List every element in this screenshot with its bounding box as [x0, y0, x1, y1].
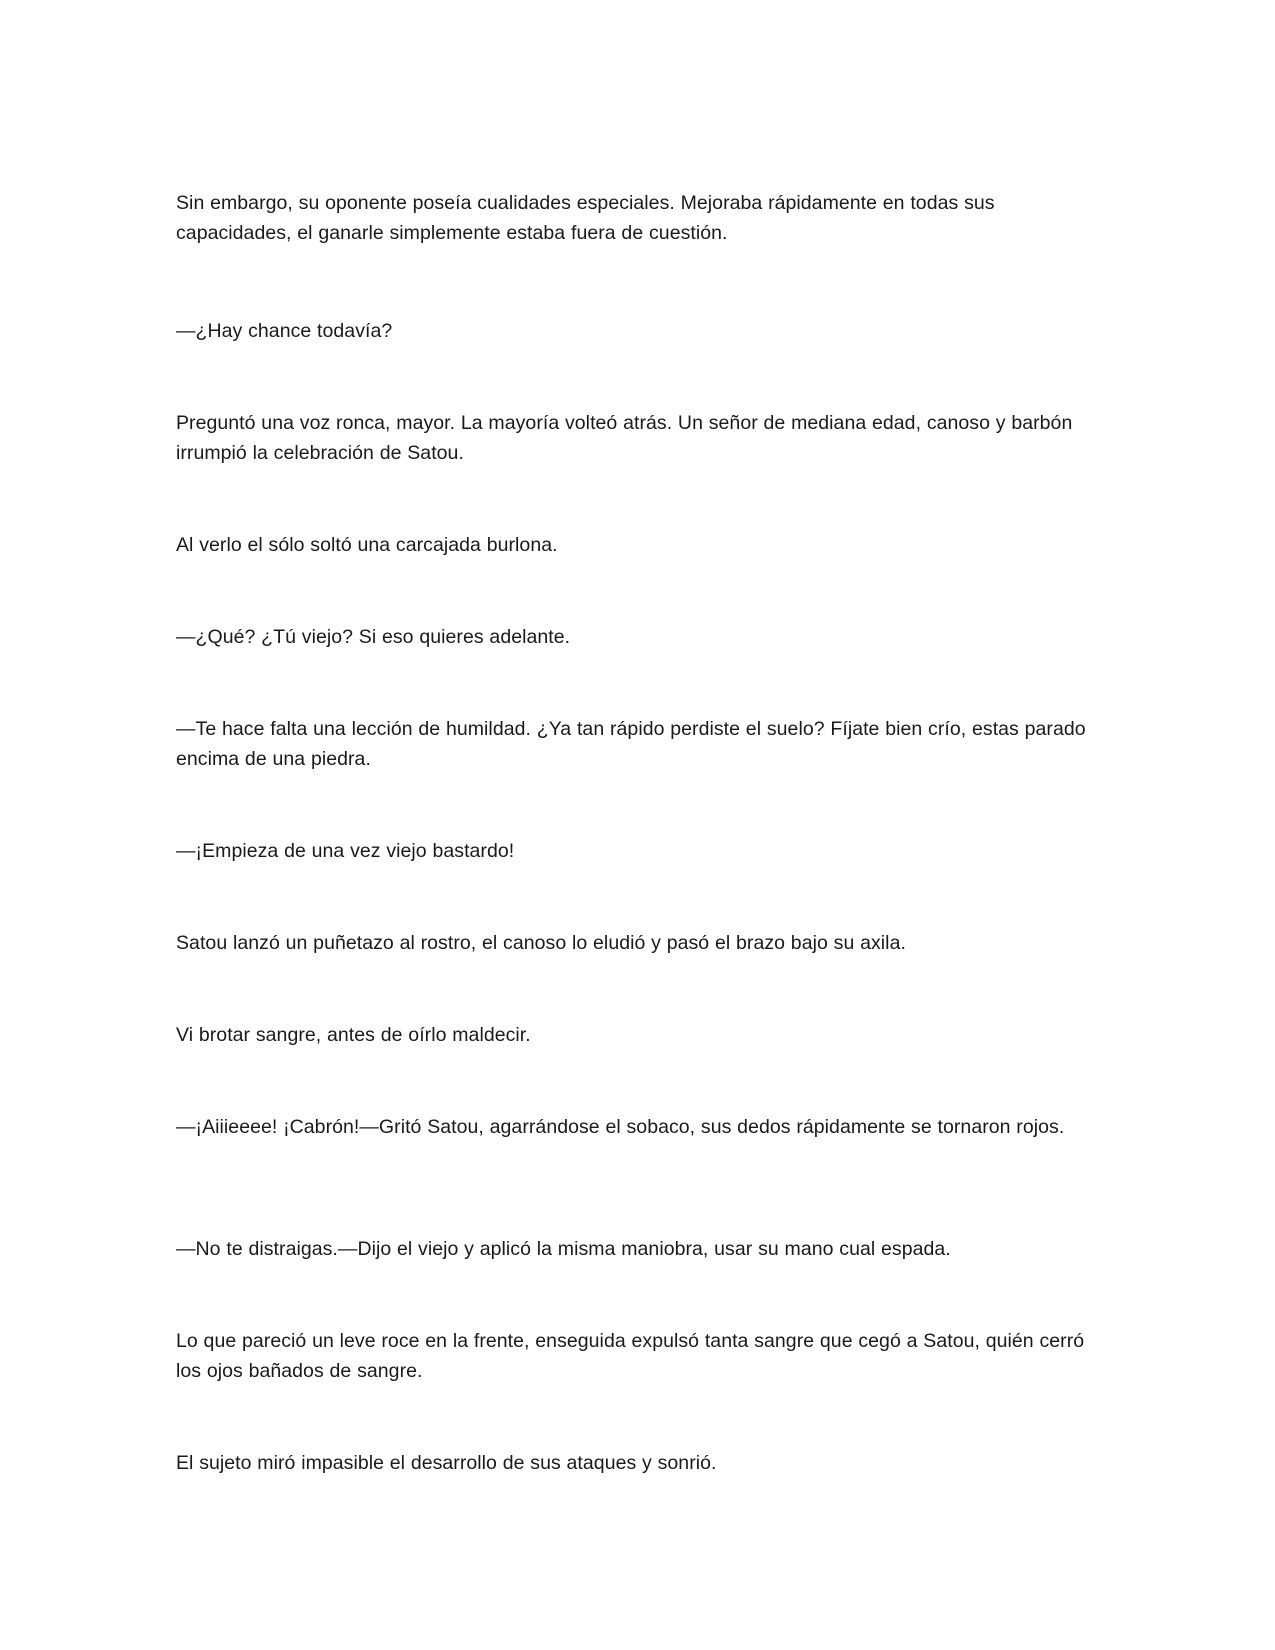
paragraph-11: —No te distraigas.—Dijo el viejo y aplicó la misma maniobra, usar su mano cual espada.	[176, 1238, 951, 1260]
paragraph-3: Preguntó una voz ronca, mayor. La mayoría volteó atrás. Un señor de mediana edad, canoso y barbón irrumpió la celebración de Satou.	[176, 412, 1073, 464]
paragraph-12: Lo que pareció un leve roce en la frente, enseguida expulsó tanta sangre que cegó a Satou, quién cerró los ojos bañados de sangre.	[176, 1330, 1085, 1382]
paragraph-7: —¡Empieza de una vez viejo bastardo!	[176, 840, 515, 862]
paragraph-8: Satou lanzó un puñetazo al rostro, el canoso lo eludió y pasó el brazo bajo su axila.	[176, 932, 906, 954]
paragraph-10: —¡Aiiieeee! ¡Cabrón!—Gritó Satou, agarrándose el sobaco, sus dedos rápidamente se tornaron rojos.	[176, 1116, 1065, 1138]
paragraph-6: —Te hace falta una lección de humildad. ¿Ya tan rápido perdiste el suelo? Fíjate bien crío, estas parado encima de una piedra.	[176, 718, 1086, 770]
paragraph-13: El sujeto miró impasible el desarrollo de sus ataques y sonrió.	[176, 1452, 717, 1474]
paragraph-9: Vi brotar sangre, antes de oírlo maldecir.	[176, 1024, 531, 1046]
paragraph-5: —¿Qué? ¿Tú viejo? Si eso quieres adelante.	[176, 626, 571, 648]
paragraph-2: —¿Hay chance todavía?	[176, 320, 393, 342]
paragraph-4: Al verlo el sólo soltó una carcajada burlona.	[176, 534, 558, 556]
paragraph-1: Sin embargo, su oponente poseía cualidades especiales. Mejoraba rápidamente en todas sus capacidades, el ganarle simplemente estaba fuera de cuestión.	[176, 192, 995, 244]
